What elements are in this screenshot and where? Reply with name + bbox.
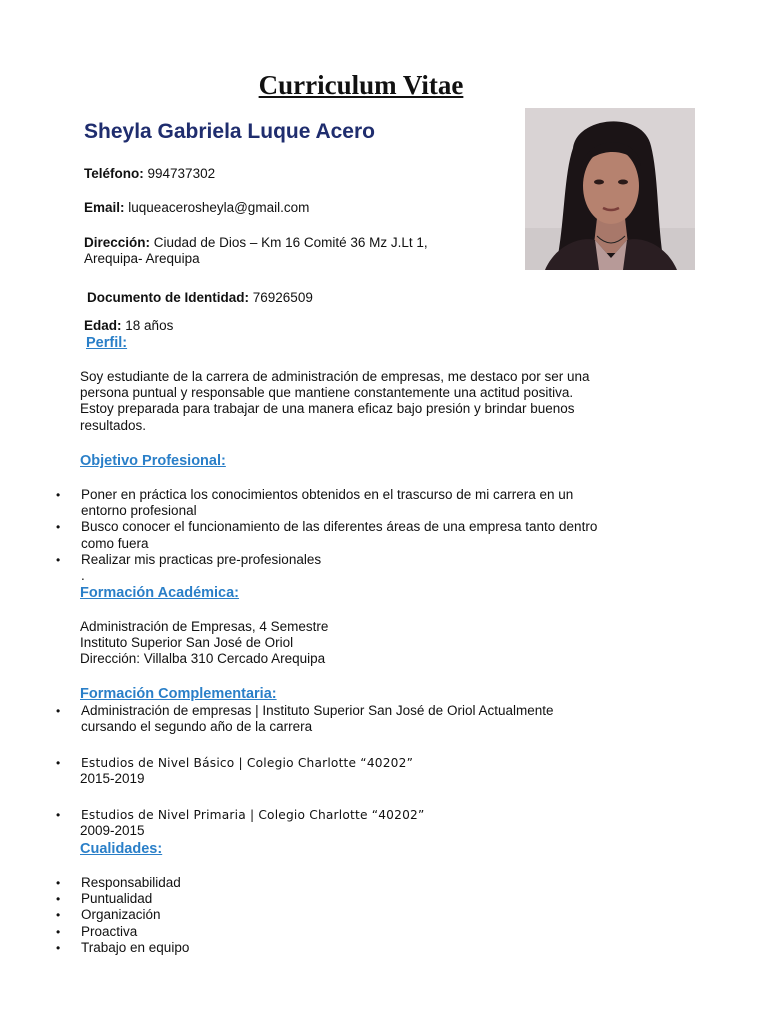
- bullet-icon: •: [56, 908, 61, 923]
- complementaria-list: [56, 703, 696, 735]
- bullet-icon: •: [56, 940, 61, 955]
- bullet-icon: •: [56, 892, 61, 907]
- list-item-text: .: [81, 568, 85, 584]
- list-item: [56, 907, 696, 923]
- list-item-text: Proactiva: [81, 923, 138, 939]
- document-title: Curriculum Vitae: [258, 70, 464, 100]
- list-item: [56, 703, 696, 735]
- age-label: Edad:: [84, 318, 122, 333]
- list-item: [56, 487, 696, 519]
- bullet-icon: •: [56, 756, 61, 770]
- objetivo-list: [56, 487, 696, 584]
- email-value: luqueacerosheyla@gmail.com: [128, 200, 310, 215]
- bullet-icon: •: [56, 520, 61, 535]
- phone-value: 994737302: [147, 166, 216, 181]
- section-heading-objetivo: Objetivo Profesional:: [80, 453, 226, 469]
- id-label: Documento de Identidad:: [87, 290, 249, 305]
- perfil-text: [80, 369, 590, 434]
- list-item-text: Administración de empresas | Instituto Superior San José de Oriol Actualmente: [81, 703, 554, 718]
- list-item-text: Organización: [81, 907, 161, 923]
- section-heading-formacion: Formación Académica:: [80, 585, 240, 601]
- address-label: Dirección:: [84, 235, 151, 250]
- list-item-text: Trabajo en equipo: [81, 939, 190, 955]
- list-item: [56, 755, 696, 787]
- list-item-text: 2009-2015: [80, 823, 145, 839]
- formacion-line: Instituto Superior San José de Oriol: [80, 635, 294, 651]
- formacion-line: Administración de Empresas, 4 Semestre: [80, 619, 329, 634]
- list-item: [56, 924, 696, 940]
- perfil-line: resultados.: [80, 417, 147, 433]
- list-item-text: 2015-2019: [80, 771, 145, 787]
- id-row: [87, 290, 313, 306]
- portrait-photo-icon: [525, 108, 695, 270]
- list-item-text: entorno profesional: [81, 503, 197, 519]
- list-item: [56, 552, 696, 584]
- list-item-text: Estudios de Nivel Primaria | Colegio Charlotte “40202”: [81, 808, 425, 822]
- list-item-text: cursando el segundo año de la carrera: [81, 719, 313, 735]
- list-item: [56, 875, 696, 891]
- age-row: [84, 318, 173, 334]
- perfil-line: persona puntual y responsable que mantiene constantemente una actitud positiva.: [80, 385, 574, 401]
- list-item-text: Puntualidad: [81, 891, 153, 907]
- list-item: [56, 891, 696, 907]
- email-label: Email:: [84, 200, 125, 215]
- phone-row: [84, 166, 215, 182]
- portrait-photo: [525, 108, 695, 270]
- section-heading-perfil: Perfil:: [86, 335, 128, 351]
- address-row: [84, 235, 428, 267]
- formacion-line: Dirección: Villalba 310 Cercado Arequipa: [80, 651, 326, 667]
- list-item-text: Busco conocer el funcionamiento de las diferentes áreas de una empresa tanto dentro: [81, 519, 598, 535]
- cualidades-list: [56, 875, 696, 956]
- email-row: [84, 200, 309, 216]
- bullet-icon: •: [56, 924, 61, 939]
- age-value: 18 años: [125, 318, 174, 333]
- bullet-icon: •: [56, 808, 61, 822]
- perfil-line: Estoy preparada para trabajar de una manera eficaz bajo presión y brindar buenos: [80, 401, 575, 417]
- list-item-text: Responsabilidad: [81, 875, 181, 890]
- list-item-text: Estudios de Nivel Básico | Colegio Charlotte “40202”: [81, 756, 414, 770]
- formacion-text: [80, 619, 328, 668]
- section-heading-cualidades: Cualidades:: [80, 841, 163, 857]
- bullet-icon: •: [56, 552, 61, 567]
- candidate-name: Sheyla Gabriela Luque Acero: [84, 120, 375, 143]
- address-line-1: Ciudad de Dios – Km 16 Comité 36 Mz J.Lt 1,: [153, 235, 428, 250]
- section-heading-complementaria: Formación Complementaria:: [80, 686, 277, 702]
- list-item-text: como fuera: [81, 535, 149, 551]
- phone-label: Teléfono:: [84, 166, 144, 181]
- list-item-text: Poner en práctica los conocimientos obtenidos en el trascurso de mi carrera en un: [81, 487, 574, 502]
- bullet-icon: •: [56, 704, 61, 718]
- bullet-icon: •: [56, 876, 61, 890]
- list-item: [56, 807, 696, 839]
- bullet-icon: •: [56, 488, 61, 502]
- list-item: [56, 940, 696, 956]
- list-item: [56, 519, 696, 551]
- id-value: 76926509: [252, 290, 313, 305]
- complementaria-list-2: [56, 755, 696, 787]
- address-line-2: Arequipa- Arequipa: [84, 251, 200, 267]
- list-item-text: Realizar mis practicas pre-profesionales: [81, 551, 322, 567]
- perfil-line: Soy estudiante de la carrera de administración de empresas, me destaco por ser una: [80, 369, 590, 384]
- complementaria-list-3: [56, 807, 696, 839]
